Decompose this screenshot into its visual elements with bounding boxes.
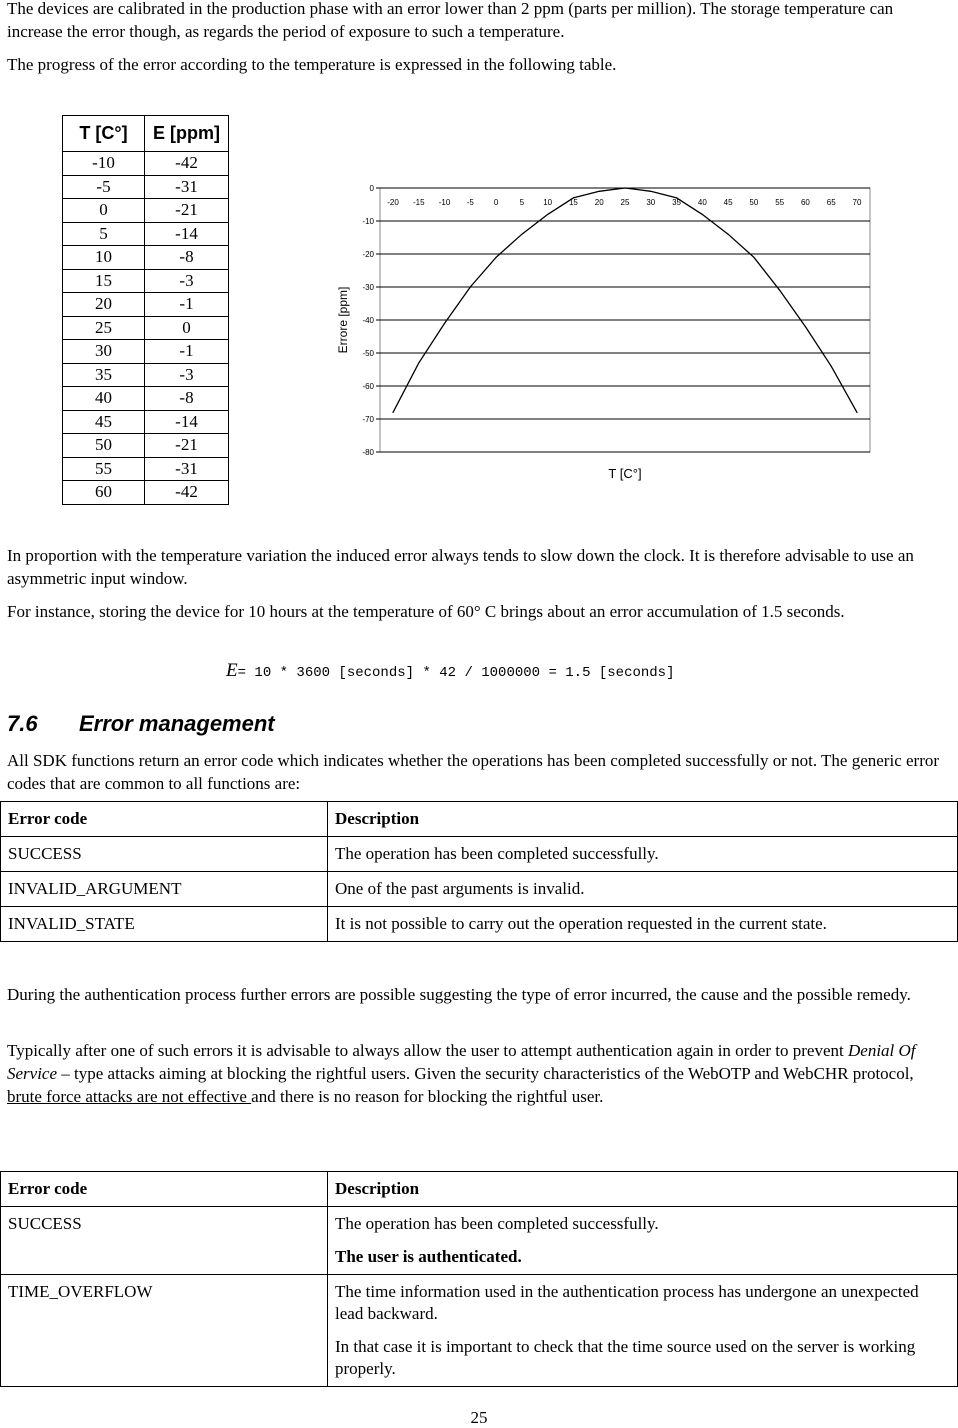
temperature-cell: 30 xyxy=(63,340,145,364)
temperature-table-row xyxy=(63,222,229,246)
x-tick-label: 20 xyxy=(594,198,604,207)
error-cell: -1 xyxy=(145,340,229,364)
series-line xyxy=(393,188,857,412)
description-cell: The operation has been completed successfully. xyxy=(328,837,958,872)
description-cell xyxy=(328,1207,958,1275)
temperature-cell: 0 xyxy=(63,199,145,223)
data-point xyxy=(728,234,729,235)
error-code-cell: INVALID_ARGUMENT xyxy=(1,872,328,907)
data-point xyxy=(418,362,419,363)
error-cell: -1 xyxy=(145,293,229,317)
y-axis-label: Errore [ppm] xyxy=(336,286,350,354)
section-number: 7.6 xyxy=(7,711,38,736)
x-tick-label: 45 xyxy=(723,198,733,207)
error-cell: -42 xyxy=(145,481,229,505)
description-cell: One of the past arguments is invalid. xyxy=(328,872,958,907)
y-tick-label: -30 xyxy=(362,283,374,292)
temperature-table-row xyxy=(63,152,229,176)
error-cell: -14 xyxy=(145,222,229,246)
data-point xyxy=(624,187,625,188)
x-tick-label: 55 xyxy=(775,198,785,207)
data-point xyxy=(599,191,600,192)
retry-text-2: – type attacks aiming at blocking the rightful users. Given the security characteristics of the WebOTP and WebCHR protocol, xyxy=(57,1064,914,1083)
x-tick-label: 30 xyxy=(646,198,656,207)
error-cell: -31 xyxy=(145,457,229,481)
header-description: Description xyxy=(328,802,958,837)
y-tick-label: -10 xyxy=(362,217,374,226)
error-code-cell: SUCCESS xyxy=(1,1207,328,1275)
description-line: In that case it is important to check that the time source used on the server is working properly. xyxy=(335,1337,916,1378)
x-tick-label: 10 xyxy=(543,198,553,207)
temperature-table-header xyxy=(63,116,229,152)
x-tick-label: 5 xyxy=(519,198,525,207)
temperature-cell: 35 xyxy=(63,363,145,387)
data-point xyxy=(650,191,651,192)
temperature-table-row xyxy=(63,293,229,317)
temperature-cell: 40 xyxy=(63,387,145,411)
data-point xyxy=(547,214,548,215)
data-point xyxy=(753,257,754,258)
temperature-table-row xyxy=(63,340,229,364)
error-table-header xyxy=(1,802,958,837)
temperature-table-row xyxy=(63,434,229,458)
retry-text-dos: Denial Of Service xyxy=(7,1041,916,1083)
section-heading xyxy=(7,711,275,737)
x-tick-label: -15 xyxy=(412,198,425,207)
data-point xyxy=(521,234,522,235)
error-table-row xyxy=(1,1275,958,1387)
data-point xyxy=(392,412,393,413)
error-cell: -3 xyxy=(145,269,229,293)
temperature-cell: 20 xyxy=(63,293,145,317)
description-cell: It is not possible to carry out the operation requested in the current state. xyxy=(328,907,958,942)
header-error-code: Error code xyxy=(1,1172,328,1207)
y-tick-label: -60 xyxy=(362,382,374,391)
page-number: 25 xyxy=(470,1408,488,1427)
x-tick-label: 50 xyxy=(749,198,759,207)
intro-paragraph-1: The devices are calibrated in the production phase with an error lower than 2 ppm (parts per million). The storage temperature can increase the error though, as regards the period of exposure to such a temperature. xyxy=(7,0,894,41)
temperature-cell: -5 xyxy=(63,175,145,199)
data-point xyxy=(779,290,780,291)
temperature-table-row xyxy=(63,481,229,505)
formula-expression: = 10 * 3600 [seconds] * 42 / 1000000 = 1.5 [seconds] xyxy=(237,665,675,681)
auth-table-header xyxy=(1,1172,958,1207)
data-point xyxy=(856,412,857,413)
temperature-cell: 25 xyxy=(63,316,145,340)
temperature-cell: 5 xyxy=(63,222,145,246)
temperature-cell: 45 xyxy=(63,410,145,434)
data-point xyxy=(573,197,574,198)
error-code-cell: TIME_OVERFLOW xyxy=(1,1275,328,1387)
retry-text-3: and there is no reason for blocking the rightful user. xyxy=(251,1087,604,1106)
error-cell: 0 xyxy=(145,316,229,340)
temperature-table-row xyxy=(63,387,229,411)
temperature-cell: -10 xyxy=(63,152,145,176)
description-line: The user is authenticated. xyxy=(335,1247,522,1266)
error-table-row xyxy=(1,837,958,872)
temperature-cell: 15 xyxy=(63,269,145,293)
data-point xyxy=(702,214,703,215)
x-axis-label: T [C°] xyxy=(608,466,642,481)
data-point xyxy=(805,326,806,327)
data-point xyxy=(496,257,497,258)
paragraph-proportion: In proportion with the temperature variation the induced error always tends to slow down the clock. It is therefore advisable to use an asymmetric input window. xyxy=(7,546,914,588)
error-cell: -3 xyxy=(145,363,229,387)
y-tick-label: -40 xyxy=(362,316,374,325)
y-tick-label: -50 xyxy=(362,349,374,358)
y-tick-label: 0 xyxy=(369,184,374,193)
x-tick-label: 65 xyxy=(826,198,836,207)
error-cell: -8 xyxy=(145,387,229,411)
error-table-row xyxy=(1,872,958,907)
error-cell: -21 xyxy=(145,199,229,223)
y-tick-label: -80 xyxy=(362,448,374,457)
description-cell xyxy=(328,1275,958,1387)
temperature-error-table xyxy=(62,115,229,505)
error-code-cell: SUCCESS xyxy=(1,837,328,872)
data-point xyxy=(831,366,832,367)
error-table-row xyxy=(1,1207,958,1275)
error-formula xyxy=(226,660,674,682)
intro-paragraph-2: The progress of the error according to the temperature is expressed in the following table. xyxy=(7,55,617,74)
retry-text-underlined: brute force attacks are not effective xyxy=(7,1087,252,1106)
formula-variable: E xyxy=(226,660,238,681)
data-point xyxy=(676,197,677,198)
header-description: Description xyxy=(328,1172,958,1207)
temperature-table-row xyxy=(63,175,229,199)
error-cell: -31 xyxy=(145,175,229,199)
temperature-table-row xyxy=(63,199,229,223)
x-tick-label: 15 xyxy=(568,198,578,207)
x-tick-label: 40 xyxy=(697,198,707,207)
temperature-table-row xyxy=(63,269,229,293)
temperature-table-row xyxy=(63,363,229,387)
header-error-code: Error code xyxy=(1,802,328,837)
section-title: Error management xyxy=(79,711,275,736)
y-tick-label: -70 xyxy=(362,415,374,424)
generic-error-codes-table xyxy=(0,801,958,942)
description-line: The time information used in the authentication process has undergone an unexpected lead backward. xyxy=(335,1282,919,1323)
x-tick-label: 60 xyxy=(800,198,810,207)
temperature-table-row xyxy=(63,316,229,340)
x-tick-label: 25 xyxy=(620,198,630,207)
data-point xyxy=(444,323,445,324)
error-table-row xyxy=(1,907,958,942)
temperature-table-row xyxy=(63,246,229,270)
x-tick-label: 0 xyxy=(493,198,499,207)
temperature-cell: 50 xyxy=(63,434,145,458)
paragraph-retry-advice xyxy=(7,1039,951,1108)
temperature-cell: 60 xyxy=(63,481,145,505)
data-point xyxy=(470,286,471,287)
description-line: The operation has been completed successfully. xyxy=(335,1214,659,1233)
auth-error-codes-table xyxy=(0,1171,958,1387)
retry-text-1: Typically after one of such errors it is advisable to always allow the user to attempt authentication again in order to prevent xyxy=(7,1041,848,1060)
error-cell: -21 xyxy=(145,434,229,458)
x-tick-label: -5 xyxy=(466,198,474,207)
x-tick-label: 70 xyxy=(852,198,862,207)
temperature-cell: 10 xyxy=(63,246,145,270)
x-tick-label: -20 xyxy=(387,198,399,207)
error-cell: -8 xyxy=(145,246,229,270)
error-cell: -14 xyxy=(145,410,229,434)
temperature-table-row xyxy=(63,410,229,434)
y-tick-label: -20 xyxy=(362,250,374,259)
paragraph-auth-errors: During the authentication process further errors are possible suggesting the type of error incurred, the cause and the possible remedy. xyxy=(7,985,911,1004)
header-temperature: T [C°] xyxy=(63,116,145,152)
temperature-table-row xyxy=(63,457,229,481)
x-tick-label: 35 xyxy=(672,198,682,207)
paragraph-sdk-errors: All SDK functions return an error code which indicates whether the operations has been completed successfully or not. The generic error codes that are common to all functions are: xyxy=(7,751,940,793)
paragraph-example: For instance, storing the device for 10 hours at the temperature of 60° C brings about an error accumulation of 1.5 seconds. xyxy=(7,602,845,621)
error-cell: -42 xyxy=(145,152,229,176)
temperature-cell: 55 xyxy=(63,457,145,481)
x-tick-label: -10 xyxy=(438,198,451,207)
error-vs-temperature-chart xyxy=(330,170,890,490)
error-code-cell: INVALID_STATE xyxy=(1,907,328,942)
header-error: E [ppm] xyxy=(145,116,229,152)
